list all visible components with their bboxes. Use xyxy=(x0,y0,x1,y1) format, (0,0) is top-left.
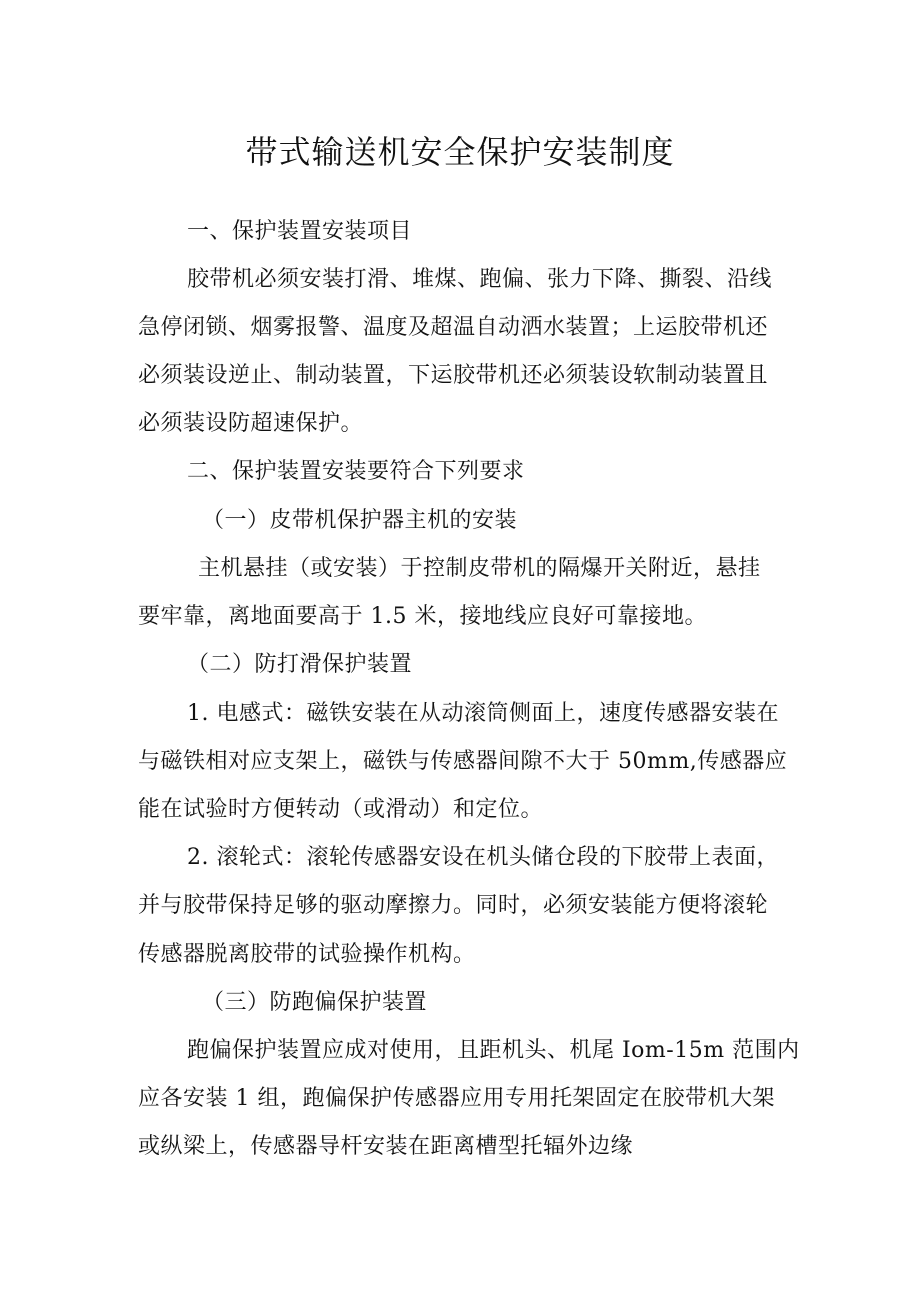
section-heading-1: 一、保护装置安装项目 xyxy=(187,219,413,244)
subsection-heading: （三）防跑偏保护装置 xyxy=(202,990,428,1015)
paragraph-line: 应各安装 1 组，跑偏保护传感器应用专用托架固定在胶带机大架 xyxy=(138,1086,775,1111)
paragraph-line: 要牢靠，离地面要高于 1.5 米，接地线应良好可靠接地。 xyxy=(138,604,707,629)
subsection-heading: （一）皮带机保护器主机的安装 xyxy=(202,508,518,533)
paragraph-line: 1. 电感式：磁铁安装在从动滚筒侧面上，速度传感器安装在 xyxy=(187,701,779,726)
paragraph-line: 并与胶带保持足够的驱动摩擦力。同时，必须安装能方便将滚轮 xyxy=(138,893,769,918)
paragraph-line: 必须装设防超速保护。 xyxy=(138,411,364,436)
document-title: 带式输送机安全保护安装制度 xyxy=(245,133,675,171)
paragraph-line: 与磁铁相对应支架上，磁铁与传感器间隙不大于 50mm,传感器应 xyxy=(138,749,788,774)
section-heading-2: 二、保护装置安装要符合下列要求 xyxy=(187,459,525,484)
paragraph-line: 跑偏保护装置应成对使用，且距机头、机尾 Iom-15m 范围内 xyxy=(187,1038,800,1063)
paragraph-line: 传感器脱离胶带的试验操作机构。 xyxy=(138,942,476,967)
subsection-heading: （二）防打滑保护装置 xyxy=(187,652,413,677)
paragraph-line: 急停闭锁、烟雾报警、温度及超温自动洒水装置；上运胶带机还 xyxy=(138,315,769,340)
paragraph-line: 能在试验时方便转动（或滑动）和定位。 xyxy=(138,797,544,822)
paragraph-line: 胶带机必须安装打滑、堆煤、跑偏、张力下降、撕裂、沿线 xyxy=(187,267,773,292)
paragraph-line: 2. 滚轮式：滚轮传感器安设在机头储仓段的下胶带上表面， xyxy=(187,845,779,870)
paragraph-line: 必须装设逆止、制动装置，下运胶带机还必须装设软制动装置且 xyxy=(138,363,769,388)
paragraph-line: 或纵梁上，传感器导杆安装在距离槽型托辐外边缘 xyxy=(138,1134,634,1159)
paragraph-line: 主机悬挂（或安装）于控制皮带机的隔爆开关附近，悬挂 xyxy=(198,556,761,581)
